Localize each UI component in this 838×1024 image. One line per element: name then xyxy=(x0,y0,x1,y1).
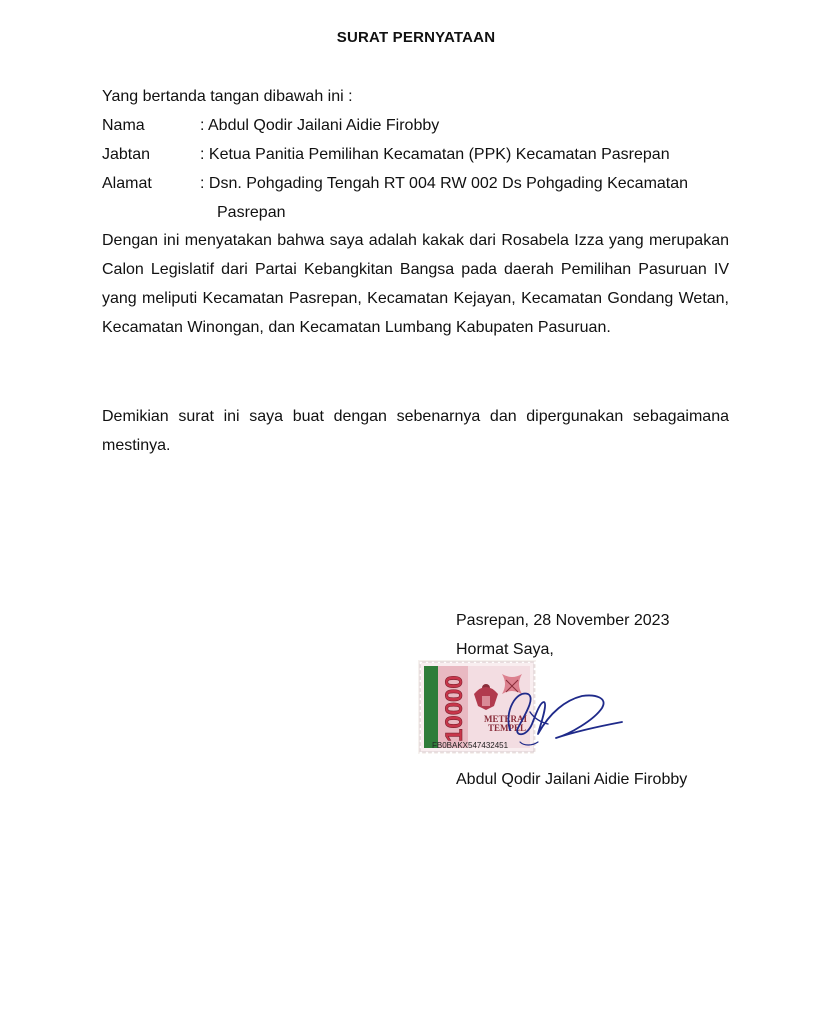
alamat-value-line1: : Dsn. Pohgading Tengah RT 004 RW 002 Ds Pohgading Kecamatan xyxy=(200,175,689,192)
closing-paragraph: Demikian surat ini saya buat dengan sebenarnya dan dipergunakan sebagaimana mestinya. xyxy=(102,408,729,454)
alamat-label: Alamat xyxy=(102,175,152,192)
signer-name: Abdul Qodir Jailani Aidie Firobby xyxy=(456,771,688,788)
jabatan-value: : Ketua Panitia Pemilihan Kecamatan (PPK) Kecamatan Pasrepan xyxy=(200,146,670,163)
nama-value: : Abdul Qodir Jailani Aidie Firobby xyxy=(200,117,440,134)
nama-label: Nama xyxy=(102,117,145,134)
statement-paragraph: Dengan ini menyatakan bahwa saya adalah kakak dari Rosabela Izza yang merupakan Calon Legislatif dari Partai Kebangkitan Bangsa pada daerah Pemilihan Pasuruan IV yang meliputi Kecamatan Pasrepan, Kecamatan Kejayan, Kecamatan Gondang Wetan, Kecamatan Winongan, dan Kecamatan Lumbang Kabupaten Pasuruan. xyxy=(102,232,729,336)
stamp-serial: FB0BAKX547432451 xyxy=(432,741,509,750)
stamp-label-line1: METERAI xyxy=(484,714,528,724)
alamat-value-line2: Pasrepan xyxy=(217,204,286,221)
stamp-green-band xyxy=(424,666,438,748)
handwritten-signature xyxy=(470,672,640,760)
stamp-label-line2: TEMPEL xyxy=(488,723,527,733)
salutation: Hormat Saya, xyxy=(456,641,554,658)
stamp-value: 10000 xyxy=(441,675,468,742)
place-date: Pasrepan, 28 November 2023 xyxy=(456,612,670,629)
intro-line: Yang bertanda tangan dibawah ini : xyxy=(102,88,353,105)
jabatan-label: Jabtan xyxy=(102,146,151,163)
document-title: SURAT PERNYATAAN xyxy=(336,29,496,46)
